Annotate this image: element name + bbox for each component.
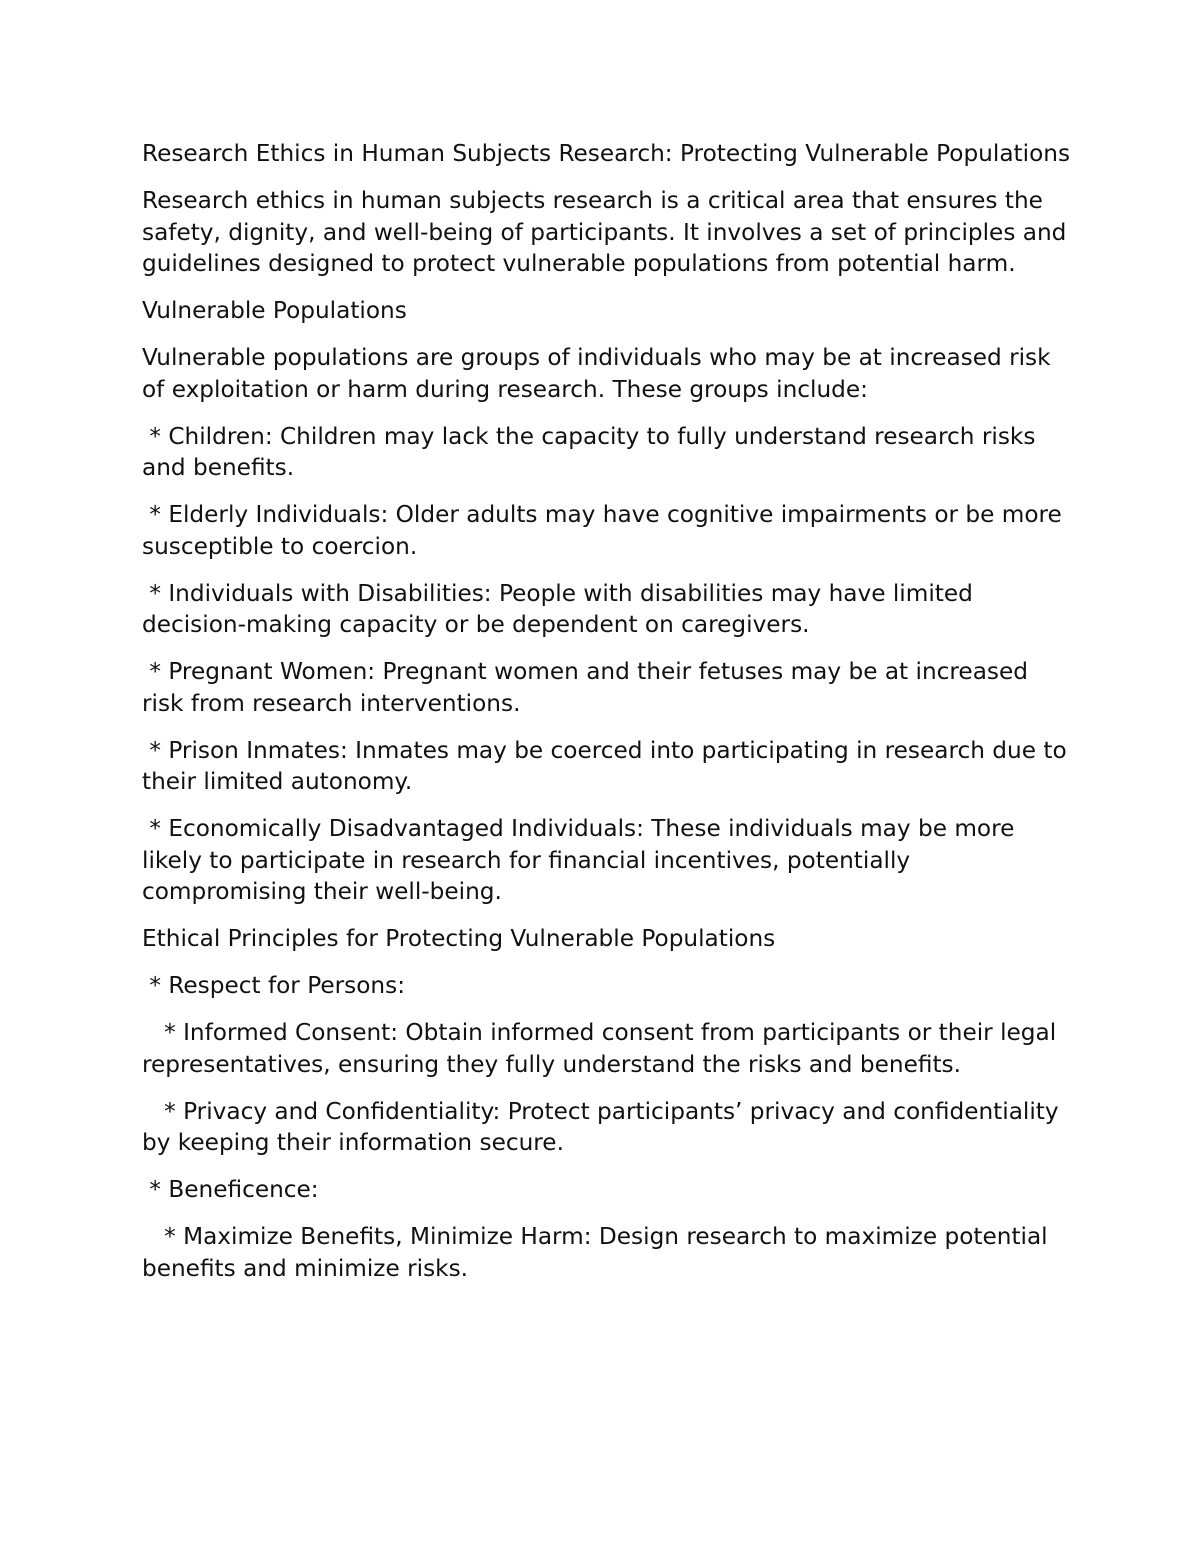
section-heading-ethical-principles: Ethical Principles for Protecting Vulnerable Populations <box>142 925 776 952</box>
list-item-children: * Children: Children may lack the capacity to fully understand research risks and benefits. <box>142 422 1043 481</box>
document-title: Research Ethics in Human Subjects Research: Protecting Vulnerable Populations <box>142 140 1071 167</box>
list-item-economically-disadvantaged: * Economically Disadvantaged Individuals: These individuals may be more likely to participate in research for financial incentives, potentially compromising their well-being. <box>142 815 1022 905</box>
sub-item-informed-consent: * Informed Consent: Obtain informed consent from participants or their legal representatives, ensuring they fully understand the risks and benefits. <box>142 1019 1064 1078</box>
sub-item-maximize-benefits: * Maximize Benefits, Minimize Harm: Design research to maximize potential benefits and minimize risks. <box>142 1223 1056 1282</box>
vulnerable-populations-intro: Vulnerable populations are groups of individuals who may be at increased risk of exploitation or harm during research. These groups include: <box>142 344 1058 403</box>
list-item-prison-inmates: * Prison Inmates: Inmates may be coerced into participating in research due to their limited autonomy. <box>142 736 1075 795</box>
intro-paragraph: Research ethics in human subjects research is a critical area that ensures the safety, dignity, and well-being of participants. It involves a set of principles and guidelines designed to protect vulnerable populations from potential harm. <box>142 187 1074 277</box>
principle-beneficence: * Beneficence: <box>142 1176 319 1203</box>
list-item-elderly: * Elderly Individuals: Older adults may have cognitive impairments or be more susceptible to coercion. <box>142 501 1070 560</box>
section-heading-vulnerable-populations: Vulnerable Populations <box>142 297 407 324</box>
list-item-pregnant-women: * Pregnant Women: Pregnant women and their fetuses may be at increased risk from research interventions. <box>142 658 1036 717</box>
list-item-disabilities: * Individuals with Disabilities: People with disabilities may have limited decision-making capacity or be dependent on caregivers. <box>142 579 981 638</box>
sub-item-privacy-confidentiality: * Privacy and Confidentiality: Protect participants’ privacy and confidentiality by keeping their information secure. <box>142 1097 1066 1156</box>
document-page <box>142 138 1075 1300</box>
principle-respect-for-persons: * Respect for Persons: <box>142 972 406 999</box>
